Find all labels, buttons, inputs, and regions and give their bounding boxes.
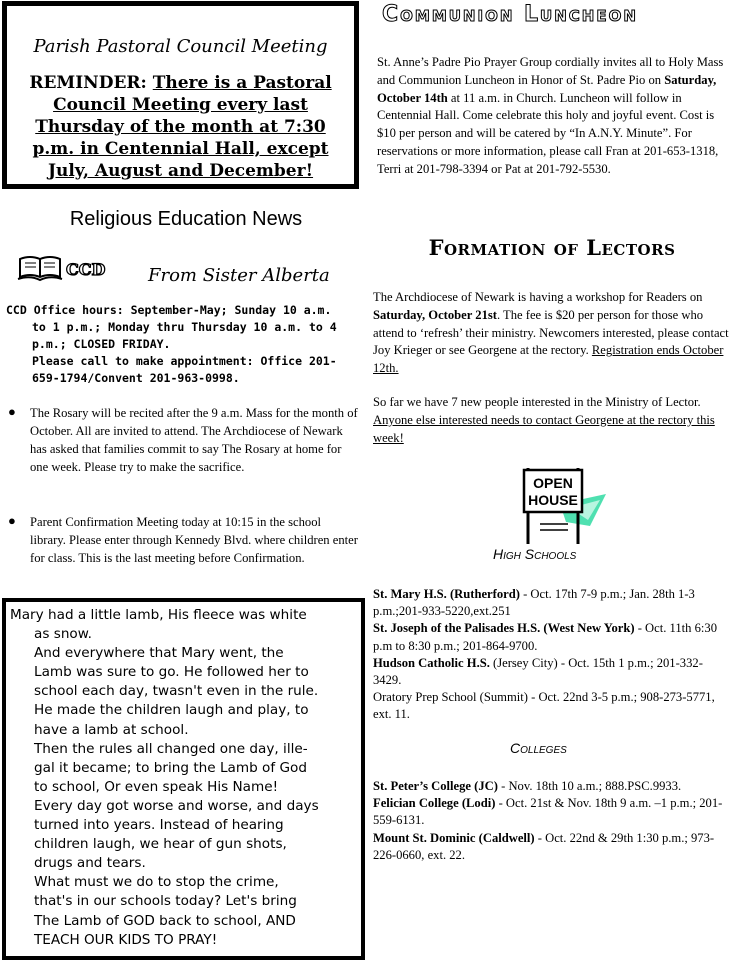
high-schools-heading: High Schools <box>493 546 577 562</box>
communion-date: Saturday, October 14th <box>377 72 717 105</box>
formation-of-lectors-title: Formation of Lectors <box>428 235 676 260</box>
confirmation-meeting-announcement: Parent Confirmation Meeting today at 10:15 in the school library. Please enter through Kennedy Blvd. where children enter for class. This is the last meeting before Confirmation. <box>30 515 358 565</box>
list-item <box>373 830 729 864</box>
hours-line: Please call to make appointment: Office 201- <box>32 354 337 368</box>
hours-line: 659-1794/Convent 201-963-0998. <box>32 371 240 385</box>
poem-line: The Lamb of GOD back to school, AND <box>34 912 296 929</box>
school-details: - Oct. 17th 7-9 p.m.; Jan. 28th 1-3 p.m.;201-933-5220,ext.251 <box>373 587 695 619</box>
school-details: - Oct. 11th 6:30 p.m to 8:30 p.m.; 201-864-9700. <box>373 621 717 653</box>
college-name: Felician College (Lodi) <box>373 796 496 811</box>
lectors-workshop-text <box>373 289 729 378</box>
school-name: Hudson Catholic H.S. <box>373 655 490 670</box>
ccd-office-hours <box>6 302 366 387</box>
school-name: St. Joseph of the Palisades H.S. (West New York) <box>373 621 635 636</box>
college-details: - Oct. 22nd & 29th 1:30 p.m.; 973-226-0660, ext. 22. <box>373 830 715 862</box>
reminder-text: There is a Pastoral Council Meeting every last Thursday of the month at 7:30 p.m. in Centennial Hall, except July, August and December! <box>32 73 332 181</box>
list-item <box>373 689 729 723</box>
poem-line: Lamb was sure to go. He followed her to <box>34 664 309 681</box>
high-schools-list <box>373 586 729 724</box>
school-details: - Oct. 22nd 3-5 p.m.; 908-273-5771, ext. 11. <box>373 690 715 722</box>
from-sister-alberta: From Sister Alberta <box>148 265 330 286</box>
pastoral-council-reminder <box>19 72 342 182</box>
college-details: - Nov. 18th 10 a.m.; 888.PSC.9933. <box>497 779 682 793</box>
poem-line: Mary had a little lamb, His fleece was white <box>10 607 307 623</box>
bullet-marker: ● <box>8 513 16 528</box>
lectors-text-b: . The fee is $20 per person for those who attend to ‘refresh’ their ministry. Newcomers interested, please contact Joy Krieger or see Georgene at the rectory. <box>373 307 729 358</box>
list-item <box>373 620 729 654</box>
poem-line: to school, Or even speak His Name! <box>34 778 279 795</box>
college-name: Mount St. Dominic (Caldwell) <box>373 830 535 845</box>
pastoral-council-box <box>2 1 359 189</box>
list-item <box>373 778 729 795</box>
colleges-list <box>373 778 729 864</box>
poem-line: turned into years. Instead of hearing <box>34 817 284 834</box>
poem-line: He made the children laugh and play, to <box>34 702 309 719</box>
lectors-interest-a: So far we have 7 new people interested in the Ministry of Lector. <box>373 395 701 409</box>
communion-luncheon-title: Communion Luncheon <box>382 2 638 27</box>
lamb-poem-box <box>2 598 365 960</box>
poem-line: have a lamb at school. <box>34 721 189 738</box>
poem-line: What must we do to stop the crime, <box>34 874 279 891</box>
pastoral-council-title: Parish Pastoral Council Meeting <box>33 36 328 57</box>
poem-line: TEACH OUR KIDS TO PRAY! <box>34 931 218 948</box>
list-item <box>373 795 729 829</box>
college-details: - Oct. 21st & Nov. 18th 9 a.m. –1 p.m.; 201-559-6131. <box>373 796 723 828</box>
hours-line: CCD Office hours: September-May; Sunday 10 a.m. <box>6 303 332 317</box>
lamb-poem <box>10 606 353 950</box>
school-name: St. Mary H.S. (Rutherford) <box>373 587 520 601</box>
communion-luncheon-text <box>377 54 727 179</box>
lectors-interest-text <box>373 394 729 447</box>
lectors-date: Saturday, October 21st <box>373 307 497 322</box>
school-details: (Jersey City) - Oct. 15th 1 p.m.; 201-332-3429. <box>373 655 703 688</box>
poem-line: Every day got worse and worse, and days <box>34 797 319 814</box>
poem-line: that's in our schools today? Let's bring <box>34 893 297 910</box>
open-house-sign-icon <box>520 464 606 546</box>
college-name: St. Peter’s College (JC) <box>373 779 498 793</box>
open-house-sign-line1: OPEN <box>533 475 573 491</box>
school-name: Oratory Prep School (Summit) <box>373 690 528 705</box>
ccd-book-logo <box>16 253 112 283</box>
ccd-logo-text: CCD <box>66 260 106 279</box>
poem-line: children laugh, we hear of gun shots, <box>34 836 287 853</box>
list-item <box>373 655 729 689</box>
lectors-contact-note: Anyone else interested needs to contact Georgene at the rectory this week! <box>373 412 715 445</box>
open-house-sign-line2: HOUSE <box>528 492 578 508</box>
communion-text-a: St. Anne’s Padre Pio Prayer Group cordially invites all to Holy Mass and Communion Luncheon in Honor of St. Padre Pio on <box>377 55 724 87</box>
list-item <box>373 586 729 620</box>
bullet-marker: ● <box>8 404 16 419</box>
poem-line: drugs and tears. <box>34 855 146 872</box>
poem-line: school each day, twasn't even in the rule. <box>34 683 319 700</box>
rosary-announcement: The Rosary will be recited after the 9 a.m. Mass for the month of October. All are invited to attend. The Archdiocese of Newark has asked that families commit to say The Rosary at home for one week. Please try to make the sacrifice. <box>30 406 358 474</box>
lectors-text-a: The Archdiocese of Newark is having a workshop for Readers on <box>373 290 703 304</box>
registration-deadline: Registration ends October 12th. <box>373 343 724 376</box>
hours-line: p.m.; CLOSED FRIDAY. <box>32 337 171 351</box>
poem-line: Then the rules all changed one day, ille- <box>34 740 308 757</box>
poem-line: as snow. <box>34 626 92 643</box>
poem-line: gal it became; to bring the Lamb of God <box>34 759 307 776</box>
religious-education-heading: Religious Education News <box>69 208 303 230</box>
poem-line: And everywhere that Mary went, the <box>34 645 284 662</box>
colleges-heading: Colleges <box>510 740 567 756</box>
hours-line: to 1 p.m.; Monday thru Thursday 10 a.m. to 4 <box>32 320 337 334</box>
reminder-label: REMINDER: <box>29 73 147 93</box>
communion-text-b: at 11 a.m. in Church. Luncheon will follow in Centennial Hall. Come celebrate this holy and joyful event. Cost is $10 per person and will be catered by “In A.N.Y. Minute”. For reservations or more information, please call Fran at 201-653-1318, Terri at 201-798-3394 or Pat at 201-792-5530. <box>377 90 719 176</box>
